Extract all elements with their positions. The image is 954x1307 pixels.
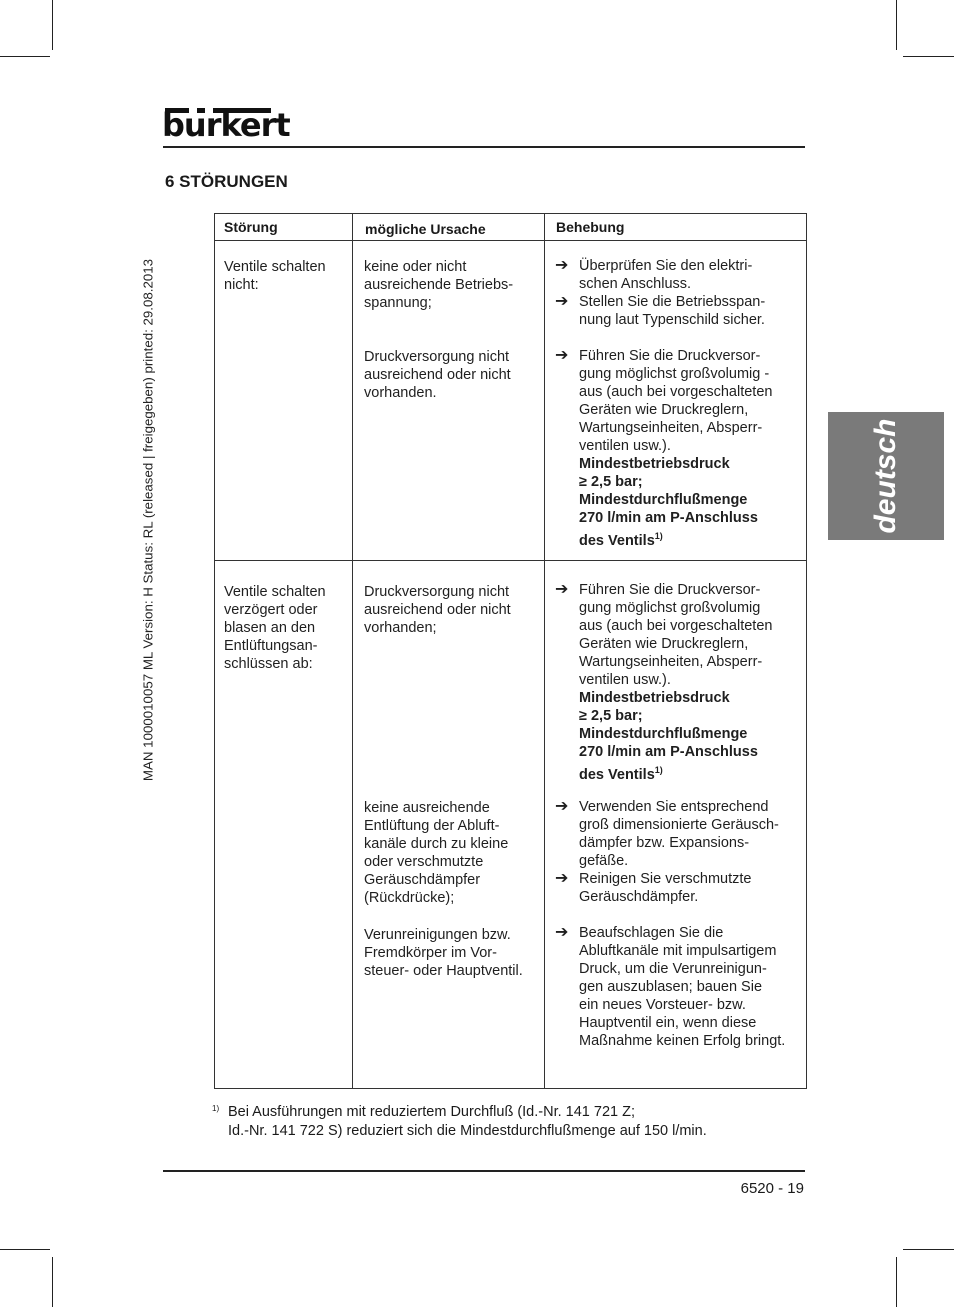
table-row-2-behebung-2: ➔ Verwenden Sie entsprechend groß dimensionierte Geräusch- dämpfer bzw. Expansions- gefäße.: [555, 798, 779, 869]
row-divider: [215, 560, 806, 561]
arrow-icon: ➔: [555, 257, 569, 274]
footnote-mark: 1): [654, 765, 663, 775]
crop-mark: [52, 1257, 53, 1307]
footnote-mark: 1): [212, 1104, 220, 1113]
table-row-1-ursache-1: keine oder nicht ausreichende Betriebs- spannung;: [364, 259, 514, 311]
footnote-line-1: Bei Ausführungen mit reduziertem Durchfluß (Id.-Nr. 141 721 Z;: [228, 1104, 635, 1120]
footnote-mark: 1): [654, 531, 663, 541]
troubleshooting-table: [214, 213, 807, 1089]
arrow-icon: ➔: [555, 924, 569, 941]
column-header-ursache: mögliche Ursache: [365, 221, 486, 237]
table-row-2-behebung-4: ➔ Beaufschlagen Sie die Abluftkanäle mit impulsartigem Druck, um die Verunreinigun- gen auszublasen; bauen Sie ein neues Vorsteuer- bzw. Hauptventil ein, wenn diese Maßnahme keinen Erfolg bringt.: [555, 924, 786, 1049]
brand-logo: burkert: [162, 106, 290, 144]
table-row-1-stoerung: Ventile schalten nicht:: [224, 259, 326, 293]
arrow-icon: ➔: [555, 293, 569, 310]
table-row-2-ursache-1: Druckversorgung nicht ausreichend oder nicht vorhanden;: [364, 584, 511, 636]
crop-mark: [0, 56, 50, 57]
page-number: 6520 - 19: [740, 1180, 804, 1197]
section-title: 6 STÖRUNGEN: [165, 172, 288, 191]
column-header-stoerung: Störung: [224, 219, 278, 235]
table-row-1-behebung-3: ➔ Führen Sie die Druckversor- gung möglichst großvolumig - aus (auch bei vorgeschalteten Geräten wie Druckreglern, Wartungseinheiten, Absperr- ventilen usw.). Mindestbetriebsdruck ≥ 2,5 bar; Mindestdurchflußmenge 270 l/min am P-Anschluss des Ventils$^{1)}$: [555, 347, 773, 549]
table-row-2-stoerung: Ventile schalten verzögert oder blasen an den Entlüftungsan- schlüssen ab:: [224, 584, 326, 672]
table-row-1-ursache-2: Druckversorgung nicht ausreichend oder nicht vorhanden.: [364, 349, 511, 401]
footnote: [212, 1103, 812, 1141]
arrow-icon: ➔: [555, 347, 569, 364]
document-meta: MAN 1000010057 ML Version: H Status: RL (released | freigegeben) printed: 29.08.2013: [140, 258, 156, 782]
column-header-behebung: Behebung: [556, 219, 625, 235]
crop-mark: [52, 0, 53, 50]
table-row-2-behebung-1: ➔ Führen Sie die Druckversor- gung möglichst großvolumig aus (auch bei vorgeschalteten Geräten wie Druckreglern, Wartungseinheiten, Absperr- ventilen usw.). Mindestbetriebsdruck ≥ 2,5 bar; Mindestdurchflußmenge 270 l/min am P-Anschluss des Ventils$^{1)}$: [555, 581, 773, 783]
footnote-line-2: Id.-Nr. 141 722 S) reduziert sich die Mindestdurchflußmenge auf 150 l/min.: [228, 1123, 707, 1139]
arrow-icon: ➔: [555, 870, 569, 887]
header-divider: [215, 240, 806, 241]
column-divider: [352, 214, 353, 1088]
crop-mark: [903, 56, 954, 57]
arrow-icon: ➔: [555, 798, 569, 815]
crop-mark: [896, 0, 897, 50]
table-row-2-ursache-2: keine ausreichende Entlüftung der Abluft- kanäle durch zu kleine oder verschmutzte Geräuschdämpfer (Rückdrücke);: [364, 800, 509, 906]
crop-mark: [896, 1257, 897, 1307]
language-tab: [828, 412, 944, 540]
table-row-2-behebung-3: ➔ Reinigen Sie verschmutzte Geräuschdämpfer.: [555, 870, 752, 905]
header-rule: [163, 146, 805, 148]
arrow-icon: ➔: [555, 581, 569, 598]
crop-mark: [0, 1249, 50, 1250]
table-row-1-behebung-1: ➔ Überprüfen Sie den elektri- schen Anschluss.: [555, 257, 753, 292]
language-tab-label: deutsch: [869, 418, 902, 534]
table-row-2-ursache-3: Verunreinigungen bzw. Fremdkörper im Vor- steuer- oder Hauptventil.: [364, 927, 523, 979]
crop-mark: [903, 1249, 954, 1250]
table-row-1-behebung-2: ➔ Stellen Sie die Betriebsspan- nung laut Typenschild sicher.: [555, 293, 766, 328]
footer-rule: [163, 1170, 805, 1172]
